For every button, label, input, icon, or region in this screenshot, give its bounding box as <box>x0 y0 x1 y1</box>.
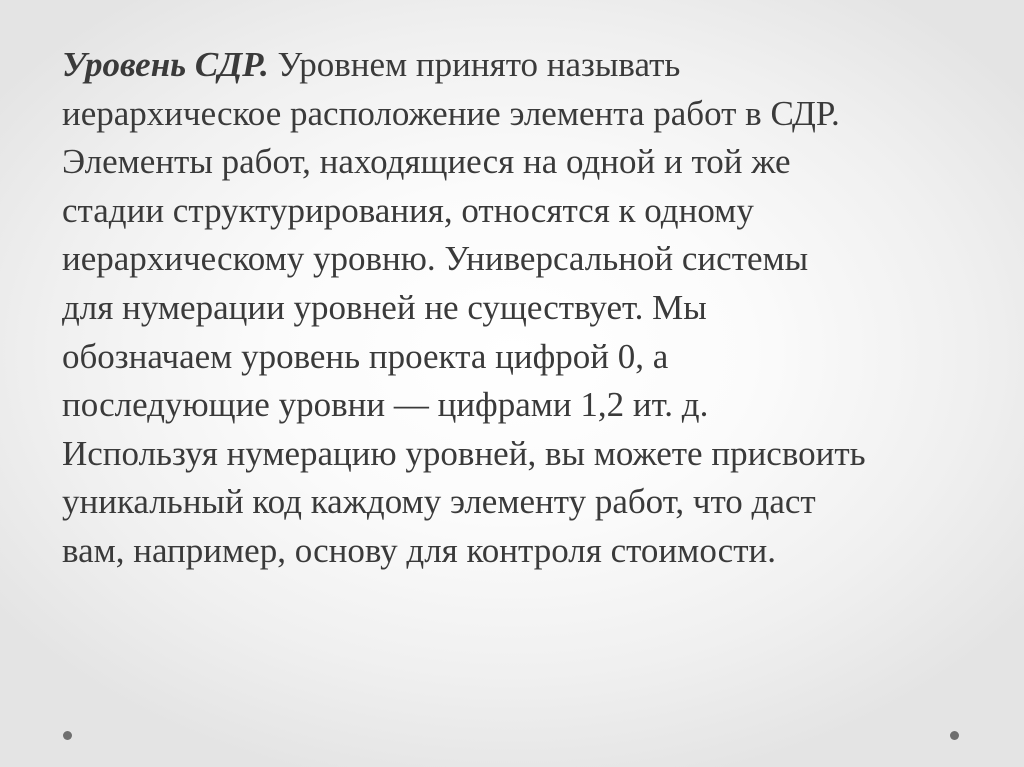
term-heading: Уровень СДР. <box>62 45 269 84</box>
decorative-dot-right <box>950 731 959 740</box>
text-line-9: Используя нумерацию уровней, вы можете присвоить <box>62 433 866 473</box>
text-line-3: Элементы работ, находящиеся на одной и той же <box>62 142 791 182</box>
text-line-7: обозначаем уровень проекта цифрой 0, а <box>62 336 669 376</box>
text-line-8: последующие уровни — цифрами 1,2 ит. д. <box>62 385 709 425</box>
decorative-dot-left <box>63 731 72 740</box>
line-1-text: Уровнем принято называть <box>268 45 681 84</box>
slide-body-text <box>62 41 992 576</box>
text-line-1 <box>62 41 992 90</box>
text-line-10: уникальный код каждому элементу работ, что даст <box>62 482 816 522</box>
text-line-5: иерархическому уровню. Универсальной системы <box>62 239 809 279</box>
text-line-2: иерархическое расположение элемента работ в СДР. <box>62 93 840 133</box>
text-line-11: вам, например, основу для контроля стоимости. <box>62 530 776 570</box>
text-line-4: стадии структурирования, относятся к одному <box>62 190 754 230</box>
text-line-6: для нумерации уровней не существует. Мы <box>62 287 707 327</box>
